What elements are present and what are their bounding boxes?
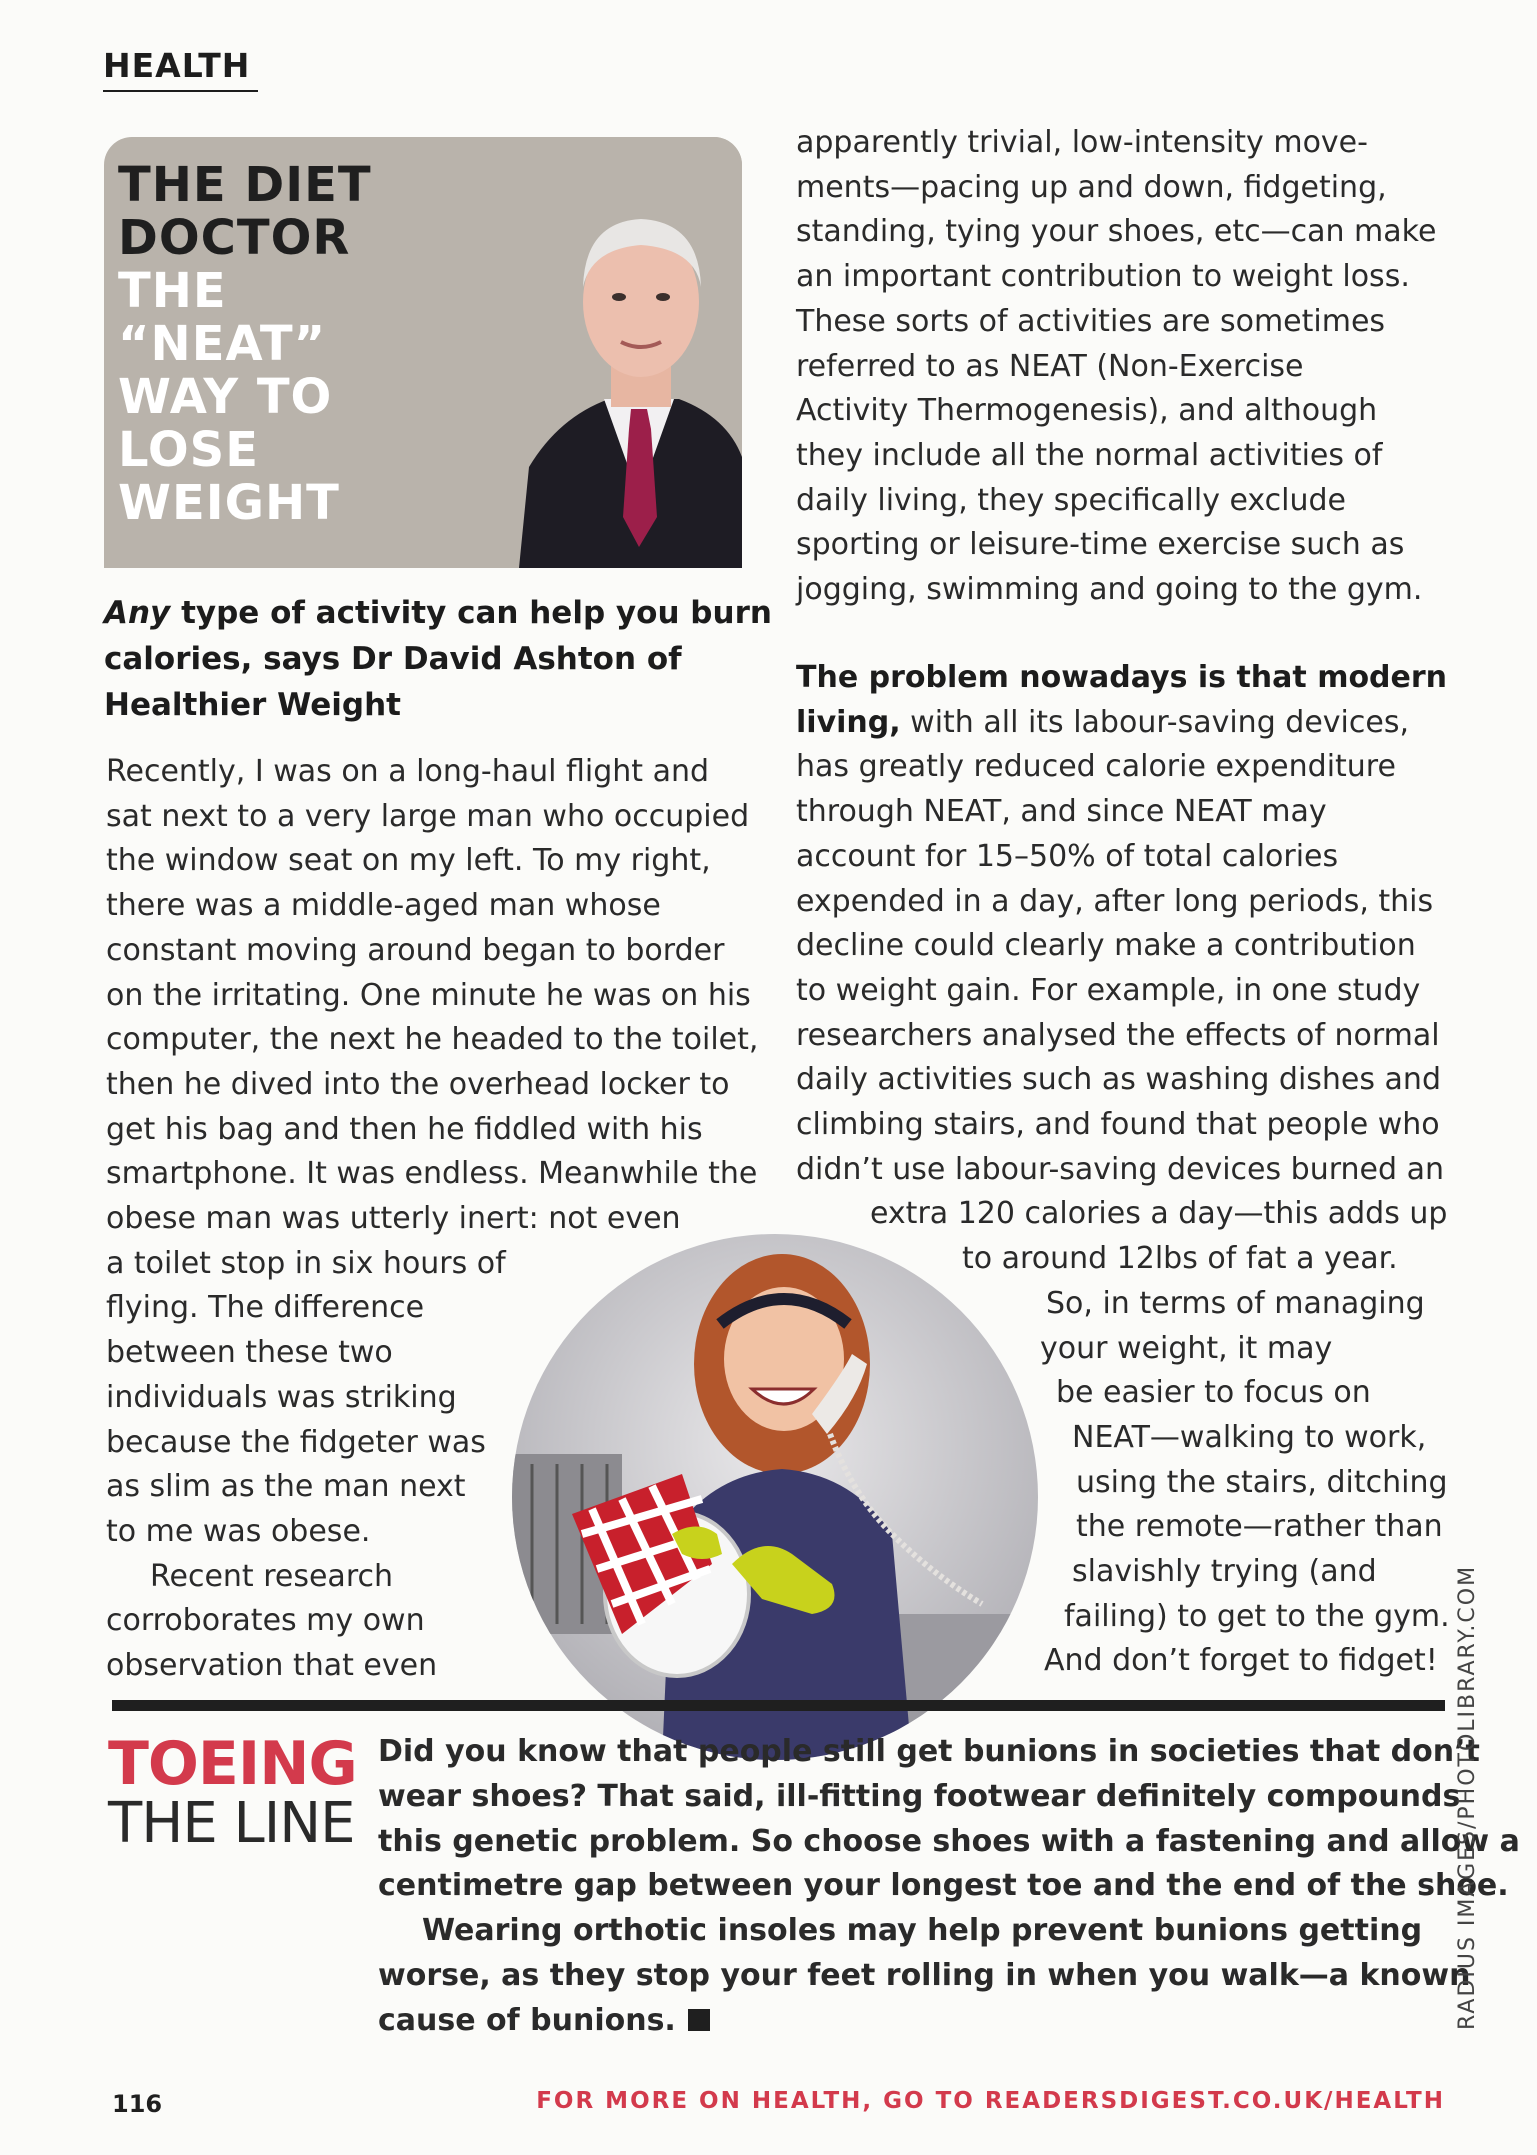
section-label: HEALTH <box>103 46 251 85</box>
lead-in-bold: living, <box>796 704 901 740</box>
text-line: this genetic problem. So choose shoes with a fastening and allow a <box>378 1823 1520 1859</box>
text-line: be easier to focus on <box>1056 1375 1371 1411</box>
standfirst-line: type of activity can help you burn <box>170 595 772 631</box>
section-label-underline <box>103 90 258 92</box>
text-line: Recent research <box>150 1558 394 1594</box>
text-line: Activity Thermogenesis), and although <box>796 393 1378 429</box>
text-line: as slim as the man next <box>106 1469 466 1505</box>
text-line: obese man was utterly inert: not even <box>106 1201 681 1237</box>
text-line: Recently, I was on a long-haul flight and <box>106 754 710 789</box>
title-line: THE DIET <box>118 157 372 213</box>
text-line: a toilet stop in six hours of <box>106 1245 506 1281</box>
text-line: daily activities such as washing dishes and <box>796 1062 1441 1098</box>
text-line: centimetre gap between your longest toe and the end of the shoe. <box>378 1868 1509 1904</box>
photo-credit: RADIUS IMAGES/PHOTOLIBRARY.COM <box>1455 1564 1480 2030</box>
text-line: The problem nowadays is that modern <box>796 660 1448 695</box>
text-line: standing, tying your shoes, etc—can make <box>796 214 1437 250</box>
title-line: LOSE <box>118 422 260 478</box>
text-line: extra 120 calories a day—this adds up <box>870 1196 1448 1232</box>
text-line: So, in terms of managing <box>1046 1285 1425 1321</box>
text-line: computer, the next he headed to the toilet, <box>106 1022 759 1058</box>
page-number: 116 <box>112 2090 163 2118</box>
text-line: using the stairs, ditching <box>1076 1464 1448 1500</box>
text-line: account for 15–50% of total calories <box>796 838 1339 874</box>
text-line: climbing stairs, and found that people who <box>796 1107 1440 1143</box>
title-line: “NEAT” <box>118 316 327 372</box>
text-line: between these two <box>106 1335 393 1371</box>
text-line: through NEAT, and since NEAT may <box>796 794 1327 830</box>
text-line: to around 12lbs of fat a year. <box>962 1241 1398 1277</box>
woman-washing-dishes-photo <box>512 1234 1038 1760</box>
text-line: they include all the normal activities of <box>796 437 1383 473</box>
sidebar-title-line: TOEING <box>108 1729 357 1799</box>
text-line: referred to as NEAT (Non-Exercise <box>796 348 1304 384</box>
text-line: smartphone. It was endless. Meanwhile the <box>106 1156 758 1192</box>
text-line: sporting or leisure-time exercise such as <box>796 527 1405 563</box>
text-line: the window seat on my left. To my right, <box>106 843 711 879</box>
text-line: your weight, it may <box>1040 1330 1333 1366</box>
text-line: with all its labour-saving devices, <box>900 704 1409 740</box>
article-title-box <box>104 137 742 568</box>
text-line: cause of bunions. <box>378 2002 676 2038</box>
title-line: THE <box>118 263 227 319</box>
text-line: then he dived into the overhead locker to <box>106 1066 730 1102</box>
sidebar-title <box>108 1729 357 1856</box>
text-line: sat next to a very large man who occupied <box>106 798 750 834</box>
text-line: ments—pacing up and down, fidgeting, <box>796 169 1387 205</box>
text-line: individuals was striking <box>106 1379 457 1415</box>
standfirst-emphasis: Any <box>104 595 171 631</box>
text-line: Did you know that people still get bunions in societies that don’t <box>378 1734 1480 1769</box>
standfirst-line: Healthier Weight <box>104 687 401 723</box>
text-line: wear shoes? That said, ill-fitting footwear definitely compounds <box>378 1778 1461 1814</box>
text-line: on the irritating. One minute he was on his <box>106 977 751 1013</box>
sidebar-title-line: THE LINE <box>108 1791 355 1856</box>
paragraph <box>796 121 1436 613</box>
paragraph <box>796 656 1450 1282</box>
text-line: researchers analysed the effects of normal <box>796 1017 1440 1053</box>
footer-link[interactable]: FOR MORE ON HEALTH, GO TO READERSDIGEST.CO.UK/HEALTH <box>536 2088 1445 2114</box>
text-line: daily living, they specifically exclude <box>796 482 1346 518</box>
text-line: observation that even <box>106 1648 438 1684</box>
text-line: And don’t forget to fidget! <box>1044 1643 1438 1679</box>
text-line: because the fidgeter was <box>106 1424 486 1460</box>
text-line: to me was obese. <box>106 1513 371 1549</box>
standfirst <box>104 590 772 728</box>
text-line: didn’t use labour-saving devices burned an <box>796 1151 1444 1187</box>
text-line: get his bag and then he fiddled with his <box>106 1111 703 1147</box>
text-line: failing) to get to the gym. <box>1064 1598 1450 1634</box>
text-line: to weight gain. For example, in one study <box>796 972 1421 1008</box>
text-line: has greatly reduced calorie expenditure <box>796 749 1396 785</box>
text-line: decline could clearly make a contribution <box>796 928 1416 964</box>
text-line: constant moving around began to border <box>106 932 725 968</box>
text-line: corroborates my own <box>106 1603 425 1639</box>
end-mark-icon <box>688 2009 710 2031</box>
text-line: the remote—rather than <box>1076 1509 1443 1545</box>
section-divider <box>112 1700 1445 1711</box>
text-line: apparently trivial, low-intensity move- <box>796 125 1368 160</box>
text-line: flying. The difference <box>106 1290 425 1326</box>
title-line: WAY TO <box>118 369 333 425</box>
right-column-text <box>796 121 1436 613</box>
title-line: WEIGHT <box>118 475 340 531</box>
article-title <box>118 159 372 530</box>
paragraph <box>378 1909 1471 2043</box>
standfirst-line: calories, says Dr David Ashton of <box>104 641 682 677</box>
text-line: jogging, swimming and going to the gym. <box>796 572 1423 608</box>
paragraph <box>378 1730 1520 1909</box>
title-line: DOCTOR <box>118 210 351 266</box>
text-line: Wearing orthotic insoles may help prevent bunions getting <box>422 1913 1423 1949</box>
author-portrait-image <box>499 137 742 568</box>
text-line: there was a middle-aged man whose <box>106 888 661 924</box>
text-line: NEAT—walking to work, <box>1072 1419 1427 1455</box>
text-line: an important contribution to weight loss. <box>796 259 1410 295</box>
text-line: worse, as they stop your feet rolling in when you walk—a known <box>378 1957 1471 1993</box>
text-line: slavishly trying (and <box>1072 1554 1377 1590</box>
text-line: These sorts of activities are sometimes <box>796 303 1386 339</box>
text-line: expended in a day, after long periods, this <box>796 883 1434 919</box>
